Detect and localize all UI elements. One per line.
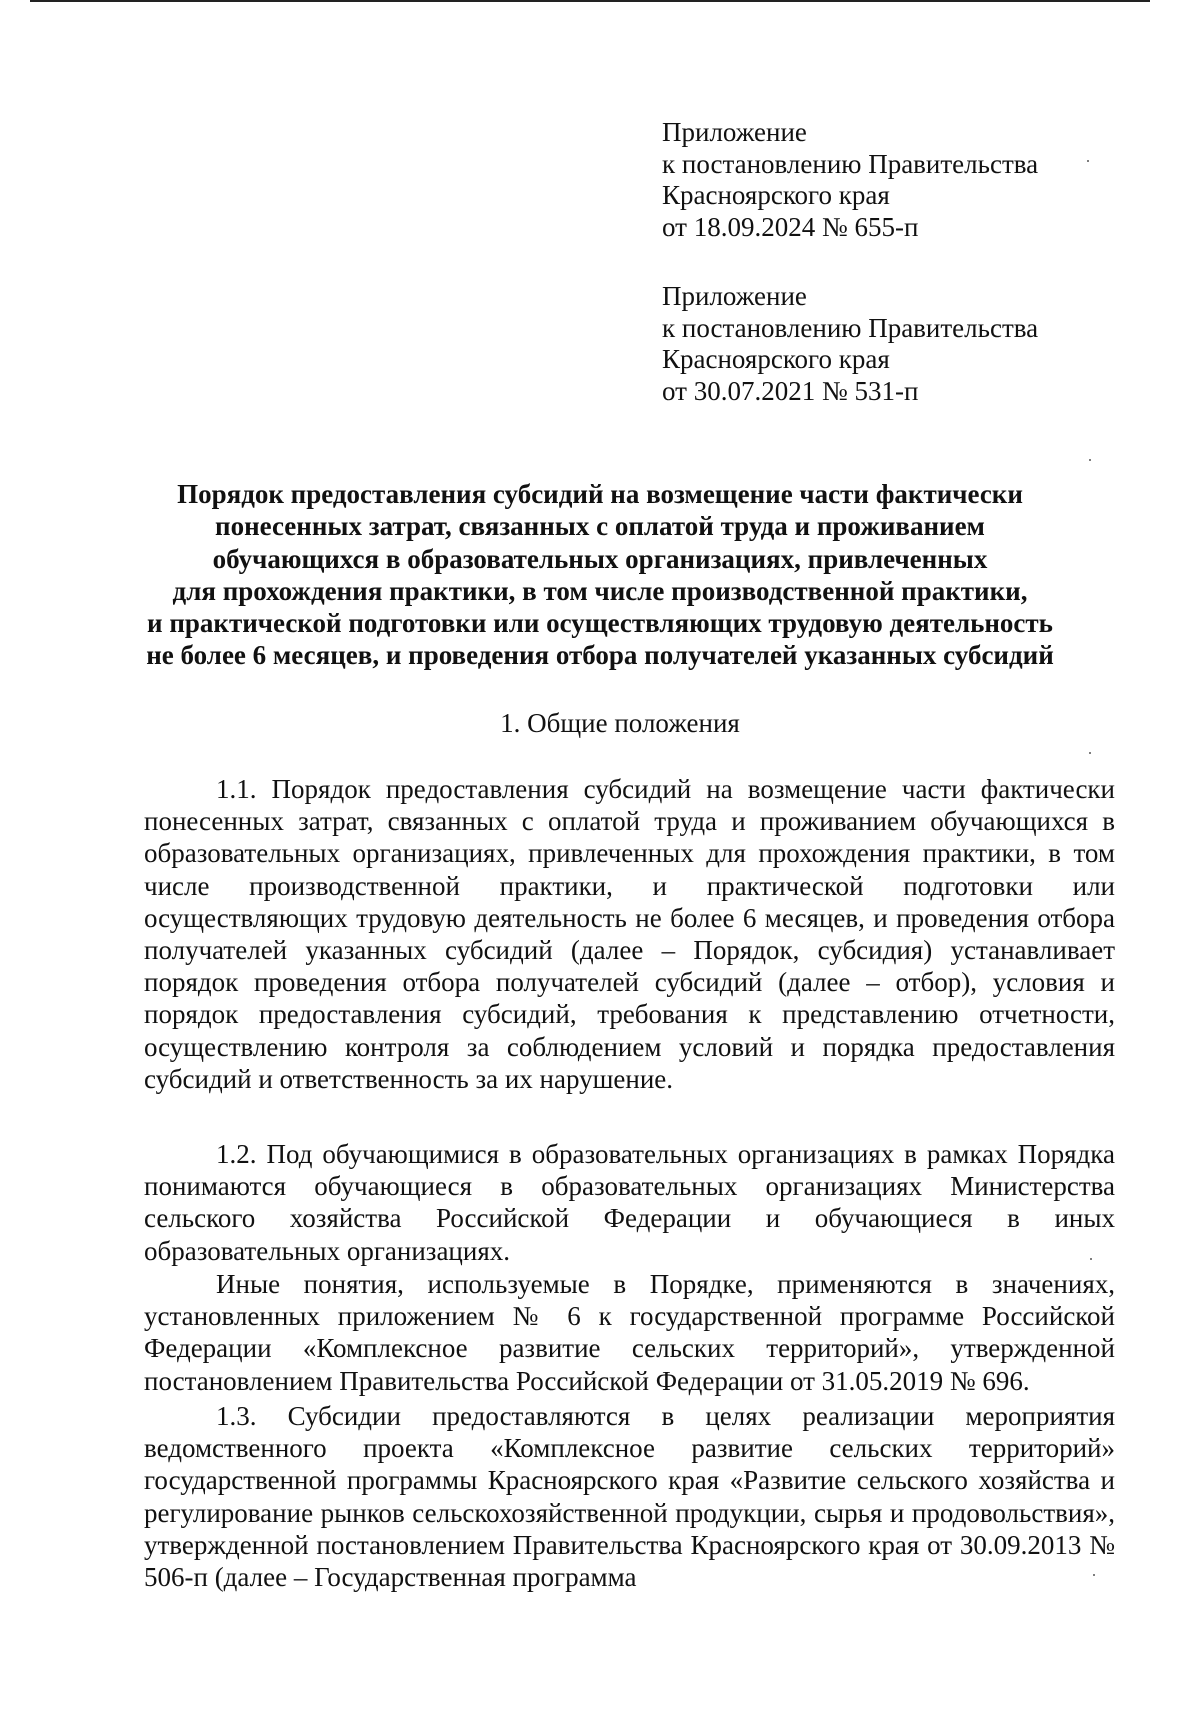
- paragraph-text: 1.1. Порядок предоставления субсидий на возмещение части фактически понесенных затрат, связанных с оплатой труда и проживанием обучающихся в образовательных организациях, привлеченных для прохождения практики, в том числе производственной практики, и практической подготовки или осуществляющих трудовую деятельность не более 6 месяцев, и проведения отбора получателей указанных субсидий (далее – Порядок, субсидия) устанавливает порядок проведения отбора получателей субсидий (далее – отбор), условия и порядок предоставления субсидий, требования к представлению отчетности, осуществлению контроля за соблюдением условий и порядка предоставления субсидий и ответственность за их нарушение.: [144, 774, 1115, 1094]
- scan-speck: [1093, 1574, 1095, 1576]
- appendix-stamp-previous: [662, 281, 1038, 407]
- appendix-line: от 18.09.2024 № 655-п: [662, 211, 919, 242]
- paragraph-definitions: [144, 1268, 1115, 1397]
- appendix-line: Приложение: [662, 281, 807, 311]
- appendix-line: Приложение: [662, 117, 807, 147]
- paragraph-text: 1.3. Субсидии предоставляются в целях реализации мероприятия ведомственного проекта «Комплексное развитие сельских территорий» государственной программы Красноярского края «Развитие сельского хозяйства и регулирование рынков сельскохозяйственной продукции, сырья и продовольствия», утвержденной постановлением Правительства Красноярского края от 30.09.2013 № 506-п (далее – Государственная программа: [144, 1401, 1115, 1593]
- scan-speck: [1089, 459, 1091, 461]
- paragraph-text: Иные понятия, используемые в Порядке, применяются в значениях, установленных приложением № 6 к государственной программе Российской Федерации «Комплексное развитие сельских территорий», утвержденной постановлением Правительства Российской Федерации от 31.05.2019 № 696.: [144, 1269, 1115, 1396]
- title-line: Порядок предоставления субсидий на возмещение части фактически: [177, 479, 1023, 509]
- scan-speck: [1089, 752, 1091, 754]
- appendix-stamp-current: [662, 117, 1038, 243]
- appendix-line: Красноярского края: [662, 180, 890, 210]
- scan-top-border: [30, 0, 1150, 2]
- paragraph-text: 1.2. Под обучающимися в образовательных организациях в рамках Порядка понимаются обучающиеся в образовательных организациях Министерства сельского хозяйства Российской Федерации и обучающиеся в иных образовательных организациях.: [144, 1139, 1115, 1266]
- title-line: понесенных затрат, связанных с оплатой труда и проживанием: [215, 511, 985, 542]
- appendix-line: к постановлению Правительства: [662, 312, 1039, 343]
- title-line: обучающихся в образовательных организациях, привлеченных: [212, 543, 988, 574]
- title-line: не более 6 месяцев, и проведения отбора получателей указанных субсидий: [146, 640, 1054, 671]
- paragraph-1-2: [144, 1138, 1115, 1267]
- appendix-line: Красноярского края: [662, 344, 890, 374]
- document-title: [120, 478, 1080, 672]
- title-line: для прохождения практики, в том числе производственной практики,: [172, 575, 1028, 606]
- appendix-line: от 30.07.2021 № 531-п: [662, 375, 919, 406]
- scan-speck: [1090, 1258, 1092, 1260]
- section-heading: 1. Общие положения: [500, 708, 740, 738]
- scan-speck: [1087, 160, 1089, 162]
- title-line: и практической подготовки или осуществляющих трудовую деятельность: [147, 608, 1053, 639]
- paragraph-1-3: [144, 1400, 1115, 1593]
- paragraph-1-1: [144, 773, 1115, 1095]
- appendix-line: к постановлению Правительства: [662, 148, 1039, 179]
